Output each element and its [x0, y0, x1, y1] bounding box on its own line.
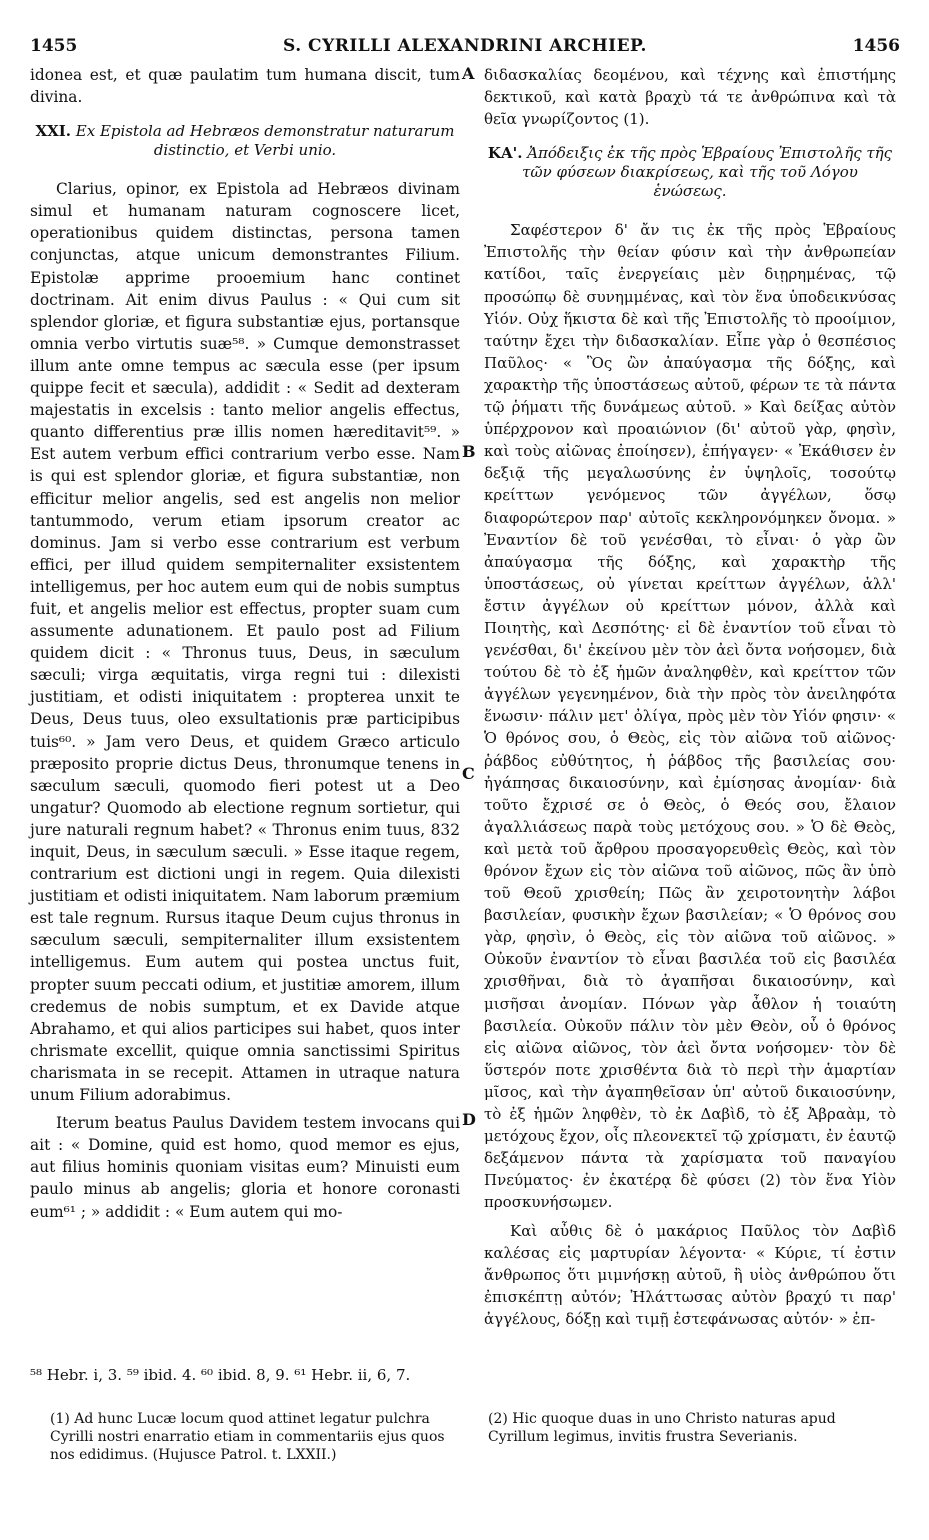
greek-continuation: διδασκαλίας δεομένου, καὶ τέχνης καὶ ἐπιστήμης δεκτικοῦ, καὶ κατὰ βραχὺ τά τε ἀνθρώπινα καὶ τὰ θεῖα γνωρίζοντος (1). — [484, 66, 896, 129]
greek-section-title: Ἀπόδειξις ἐκ τῆς πρὸς Ἑβραίους Ἐπιστολῆς τῆς τῶν φύσεων διακρίσεως, καὶ τῆς τοῦ Λόγου ἑνώσεως. — [522, 144, 893, 201]
latin-column — [30, 64, 460, 1223]
page-number-right: 1456 — [852, 36, 900, 56]
latin-continuation: idonea est, et quæ paulatim tum humana discit, tum divina. — [30, 66, 460, 107]
greek-section-number: ΚΑ'. — [487, 144, 523, 163]
margin-marker-d: D — [462, 1110, 476, 1129]
latin-section-heading — [30, 122, 460, 160]
greek-column — [484, 64, 896, 1330]
latin-paragraph-1: Clarius, opinor, ex Epistola ad Hebræos divinam simul et humanam naturam cognoscere licet, operationibus quidem distinctas, persona tamen conjunctas, atque unicum demonstrantes Filium. Epistolæ apprime prooemium hanc continet doctrinam. Ait enim divus Paulus : « Qui cum sit splendor gloriæ, et figura substantiæ ejus, portansque omnia verbo virtutis suæ⁵⁸. » Cumque demonstrasset illum ante omne tempus ac sæcula esse (per ipsum quippe fecit et sæcula), addidit : « Sedit ad dexteram majestatis in excelsis : tanto melior angelis effectus, quanto differentius præ illis nomen hæreditavit⁵⁹. » Est autem verbum effici contrarium verbo esse. Nam is qui est splendor gloriæ, et figura substantiæ, non efficitur melior angelis, sed est angelis non melior tantummodo, verum etiam ipsorum creator ac dominus. Jam si verbo esse contrarium est verbum effici, per illud quidem sempiternaliter exsistentem intelligemus, per hoc autem eum qui de nobis sumptus fuit, et angelis melior est effectus, propter suam cum assumente adunationem. Et paulo post ad Filium quidem dicit : « Thronus tuus, Deus, in sæculum sæculi; virga æquitatis, virga regni tui : dilexisti justitiam, et odisti iniquitatem : propterea unxit te Deus, Deus tuus, oleo exsultationis præ participibus tuis⁶⁰. » Jam vero Deus, et quidem Græco articulo præposito proprie dictus Deus, thronumque tenens in sæculum sæculi, quomodo fieri potest ut a Deo ungatur? Quomodo ab electione regnum sortietur, qui jure naturali regnum habet? « Thronus enim tuus, 832 inquit, Deus, in sæculum sæculi. » Esse itaque regem, contrarium est dictioni ungi in regem. Quia dilexisti justitiam et odisti iniquitatem. Nam laborum præmium est tale regnum. Rursus itaque Deum cujus thronus in sæculum sæculi, sempiternaliter illum exsistentem intelligemus. Eum autem qui postea unctus fuit, propter suum peccati odium, et justitiæ amorem, illum credemus de nobis sumptum, et ex Davide atque Abrahamo, et qui alios participes sui habet, quos inter chrismate excellit, quique omnia sanctissimi Spiritus charismata in se recepit. Attamen in utraque natura unum Filium adorabimus. — [30, 180, 460, 1105]
margin-marker-a: A — [462, 64, 475, 83]
greek-paragraph-2: Καὶ αὖθις δὲ ὁ μακάριος Παῦλος τὸν Δαβὶδ καλέσας εἰς μαρτυρίαν λέγοντα· « Κύριε, τί ἐστιν ἄνθρωπος ὅτι μιμνήσκῃ αὐτοῦ, ἢ υἱὸς ἀνθρώπου ὅτι ἐπισκέπτῃ αὐτόν; Ἠλάττωσας αὐτὸν βραχύ τι παρ' ἀγγέλους, δόξῃ καὶ τιμῇ ἐστεφάνωσας αὐτόν· » ἐπ- — [484, 1221, 896, 1328]
greek-paragraph-1: Σαφέστερον δ' ἄν τις ἐκ τῆς πρὸς Ἑβραίους Ἐπιστολῆς τὴν θείαν φύσιν καὶ τὴν ἀνθρωπείαν κατίδοι, ταῖς ἐνεργείαις μὲν διῃρημένας, τῷ προσώπῳ δὲ συνημμένας, καὶ τὸν ἕνα ὑποδεικνύσας Υἱόν. Οὐχ ἥκιστα δὲ καὶ τῆς Ἐπιστολῆς τὸ προοίμιον, ταύτην ἔχει τὴν διδασκαλίαν. Εἶπε γὰρ ὁ θεσπέσιος Παῦλος· « Ὃς ὢν ἀπαύγασμα τῆς δόξης, καὶ χαρακτὴρ τῆς ὑποστάσεως αὐτοῦ, φέρων τε τὰ πάντα τῷ ῥήματι τῆς δυνάμεως αὐτοῦ. » Καὶ δείξας αὐτὸν ὑπέρχρονον καὶ προαιώνιον (δι' αὐτοῦ γὰρ, φησὶν, καὶ τοὺς αἰῶνας ἐποίησεν), ἐπήγαγεν· « Ἐκάθισεν ἐν δεξιᾷ τῆς μεγαλωσύνης ἐν ὑψηλοῖς, τοσούτῳ κρείττων γενόμενος τῶν ἀγγέλων, ὅσῳ διαφορώτερον παρ' αὐτοῖς κεκληρονόμηκεν ὄνομα. » Ἐναντίον δὲ τοῦ γενέσθαι, τὸ εἶναι· ὁ γὰρ ὢν ἀπαύγασμα τῆς δόξης, καὶ χαρακτὴρ τῆς ὑποστάσεως, οὐ γίνεται κρείττων ἀγγέλων, ἀλλ' ἔστιν ἀγγέλων οὐ κρείττων μόνον, ἀλλὰ καὶ Ποιητὴς, καὶ Δεσπότης· εἰ δὲ ἐναντίον τοῦ εἶναι τὸ γενέσθαι, δι' ἐκείνου μὲν τὸν ἀεὶ ὄντα νοήσομεν, διὰ τούτου δὲ τὸ ἐξ ἡμῶν ἀναληφθὲν, καὶ κρείττον τῶν ἀγγέλων γεγενημένον, διὰ τὴν πρὸς τὸν ἀνειληφότα ἕνωσιν· πάλιν μετ' ὀλίγα, πρὸς μὲν τὸν Υἱόν φησιν· « Ὁ θρόνος σου, ὁ Θεὸς, εἰς τὸν αἰῶνα τοῦ αἰῶνος· ῥάβδος εὐθύτητος, ἡ ῥάβδος τῆς βασιλείας σου· ἠγάπησας δικαιοσύνην, καὶ ἐμίσησας ἀνομίαν· διὰ τοῦτο ἔχρισέ σε ὁ Θεὸς, ὁ Θεός σου, ἔλαιον ἀγαλλιάσεως παρὰ τοὺς μετόχους σου. » Ὁ δὲ Θεὸς, καὶ μετὰ τοῦ ἄρθρου προσαγορευθεὶς Θεὸς, καὶ τὸν θρόνον ἔχων εἰς τὸν αἰῶνα τοῦ αἰῶνος, πῶς ἂν ὑπὸ τοῦ Θεοῦ χρισθείη; Πῶς ἂν χειροτονητὴν λάβοι βασιλείαν, φυσικὴν ἔχων βασιλείαν; « Ὁ θρόνος σου γὰρ, φησὶν, ὁ Θεὸς, εἰς τὸν αἰῶνα τοῦ αἰῶνος. » Οὐκοῦν ἐναντίον τὸ εἶναι βασιλέα τοῦ εἰς βασιλέα χρισθῆναι, διὰ τὸ ἀγαπῆσαι δικαιοσύνην, καὶ μισῆσαι ἀνομίαν. Πόνων γὰρ ἆθλον ἡ τοιαύτη βασιλεία. Οὐκοῦν πάλιν τὸν μὲν Θεὸν, οὗ ὁ θρόνος εἰς αἰῶνα αἰῶνος, τὸν ἀεὶ ὄντα νοήσομεν· τὸν δὲ ὕστερόν ποτε χρισθέντα διὰ τὸ περὶ τὴν ἁμαρτίαν μῖσος, καὶ τὴν ἀγαπηθεῖσαν ὑπ' αὐτοῦ δικαιοσύνην, τὸ ἐξ ἡμῶν ληφθὲν, τὸ ἐκ Δαβὶδ, τὸ ἐξ Ἀβραὰμ, τὸ μετόχους ἔχον, οἷς πλεονεκτεῖ τῷ χρίσματι, ἐν ἑαυτῷ δεξάμενον πάντα τὰ χαρίσματα τοῦ παναγίου Πνεύματος· ἐν ἑκατέρᾳ δὲ φύσει (2) τὸν ἕνα Υἱὸν προσκυνήσωμεν. — [484, 221, 896, 1212]
margin-marker-b: B — [462, 442, 476, 461]
running-header — [30, 36, 900, 60]
page-number-left: 1455 — [30, 36, 78, 56]
footnote-1: (1) Ad hunc Lucæ locum quod attinet legatur pulchra Cyrilli nostri enarratio etiam in commentariis ejus quos nos edidimus. (Hujusce Patrol. t. LXXII.) — [50, 1411, 445, 1463]
latin-section-number: XXI. — [35, 122, 71, 141]
scripture-references: ⁵⁸ Hebr. i, 3. ⁵⁹ ibid. 4. ⁶⁰ ibid. 8, 9. ⁶¹ Hebr. ii, 6, 7. — [30, 1366, 411, 1384]
greek-section-heading — [484, 144, 896, 201]
running-head-title: S. CYRILLI ALEXANDRINI ARCHIEP. — [283, 36, 647, 56]
footnote-2: (2) Hic quoque duas in uno Christo naturas apud Cyrillum legimus, invitis frustra Severianis. — [488, 1411, 836, 1445]
margin-marker-c: C — [462, 764, 475, 783]
latin-section-title: Ex Epistola ad Hebræos demonstratur naturarum distinctio, et Verbi unio. — [75, 122, 455, 160]
latin-paragraph-2: Iterum beatus Paulus Davidem testem invocans qui ait : « Domine, quid est homo, quod memor es ejus, aut filius hominis quoniam visitas eum? Minuisti eum paulo minus ab angelis; gloria et honore coronasti eum⁶¹ ; » addidit : « Eum autem qui mo- — [30, 1114, 460, 1221]
